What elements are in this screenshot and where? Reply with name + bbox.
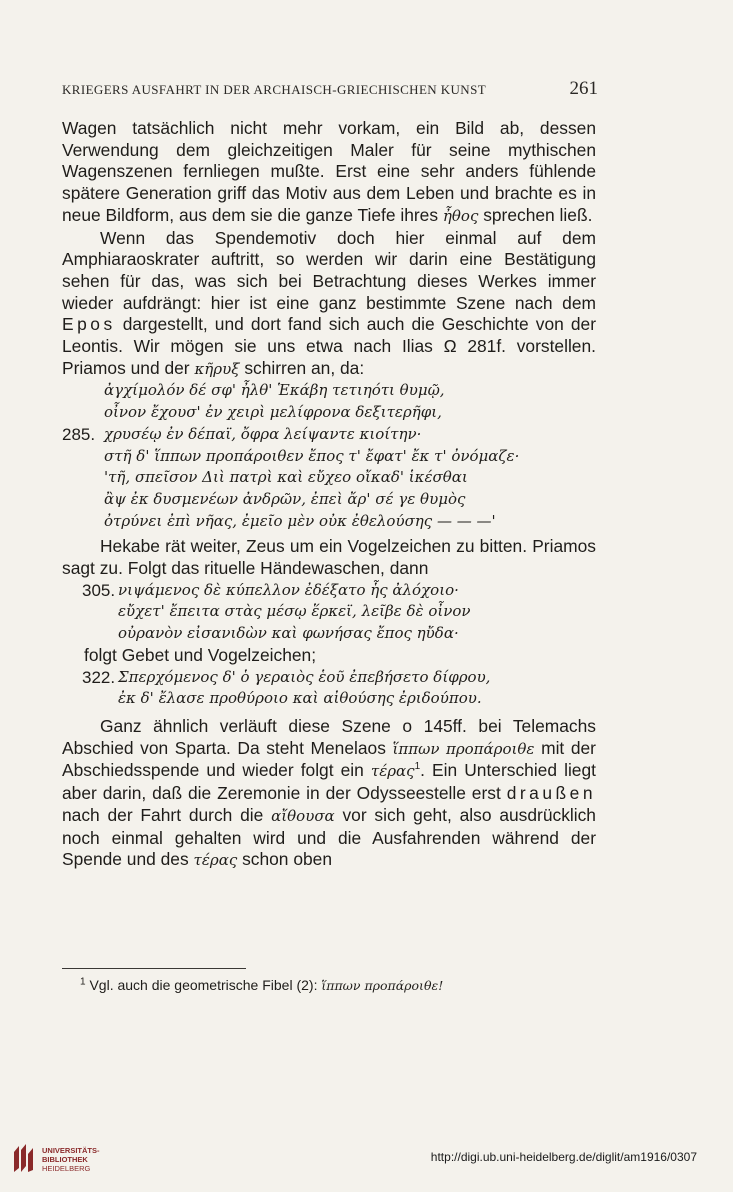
para1-text-a: Wagen tatsächlich nicht mehr vorkam, ein Bild ab, dessen Verwendung dem gleichzeitigen Maler für seine mythischen Wagenszenen fernliegen mußte. Erst eine sehr anders fühlende spätere Generation griff das Motiv aus dem Leben und brachte es in neue Bildform, aus dem sie die ganze Tiefe ihres bbox=[62, 118, 596, 225]
library-logo[interactable] bbox=[10, 1142, 100, 1176]
page-number: 261 bbox=[569, 78, 598, 99]
para5-text-c: . Ein Unterschied liegt aber darin, daß die Zeremonie in der Odysseestelle erst bbox=[62, 760, 596, 804]
paragraph-3: Hekabe rät weiter, Zeus um ein Vogelzeichen zu bitten. Priamos sagt zu. Folgt das rituelle Händewaschen, dann bbox=[62, 536, 596, 579]
library-name-line-1: UNIVERSITÄTS- bbox=[42, 1145, 100, 1155]
library-name-line-3: HEIDELBERG bbox=[42, 1163, 91, 1173]
verse-line bbox=[62, 402, 596, 424]
verse-text: χρυσέῳ ἐν δέπαϊ, ὄφρα λείψαντε κιοίτην· bbox=[104, 424, 422, 443]
verse-text: ἀγχίμολόν δέ σφ' ἦλθ' Ἑκάβη τετιηότι θυμῷ, bbox=[104, 381, 445, 400]
verse-text: Σπερχόμενος δ' ὁ γεραιὸς ἑοῦ ἐπεβήσετο δίφρου, bbox=[118, 667, 491, 686]
para5-text-a: Ganz ähnlich verläuft diese Szene ο 145ff. bei Telemachs Abschied von Sparta. Da steht Menelaos bbox=[62, 715, 596, 758]
para5-greek-2: τέρας bbox=[370, 762, 415, 781]
verse-text: νιψάμενος δὲ κύπελλον ἐδέξατο ἧς ἀλόχοιο· bbox=[118, 580, 459, 599]
para2-spaced: Epos bbox=[62, 314, 116, 335]
verse-text: στῆ δ' ἵππων προπάροιθεν ἔπος τ' ἔφατ' ἔκ τ' ὀνόμαζε· bbox=[104, 446, 520, 465]
verse-text: 'τῆ, σπεῖσον Διὶ πατρὶ καὶ εὔχεο οἴκαδ' ἱκέσθαι bbox=[104, 468, 468, 487]
para5-greek-4: τέρας bbox=[193, 851, 238, 870]
verse-line bbox=[62, 446, 596, 468]
verse-line bbox=[62, 688, 596, 710]
para5-text-b: mit der Abschiedsspende und wieder folgt ein bbox=[62, 737, 596, 781]
para5-greek-1: ἵππων προπάροιθε bbox=[392, 739, 535, 758]
library-emblem-icon bbox=[10, 1142, 36, 1176]
para2-text-c: schirren an, da: bbox=[244, 357, 365, 378]
verse-block-1 bbox=[62, 380, 596, 532]
verse-text: οὐρανὸν εἰσανιδὼν καὶ φωνήσας ἔπος ηὔδα· bbox=[118, 624, 459, 643]
verse-text: ἂψ ἐκ δυσμενέων ἀνδρῶν, ἐπεὶ ἄρ' σέ γε θυμὸς bbox=[104, 489, 466, 508]
verse-text: εὔχετ' ἔπειτα στὰς μέσῳ ἕρκεϊ, λεῖβε δὲ οἶνον bbox=[118, 602, 471, 621]
verse-block-2 bbox=[62, 580, 596, 645]
para1-greek: ἦθος bbox=[442, 206, 479, 225]
verse-line bbox=[62, 623, 596, 645]
source-url[interactable]: http://digi.ub.uni-heidelberg.de/diglit/am1916/0307 bbox=[430, 1150, 697, 1164]
verse-text: οἶνον ἔχουσ' ἐν χειρὶ μελίφρονα δεξιτερῆφι, bbox=[104, 403, 442, 422]
footnote-number: 1 bbox=[80, 976, 86, 988]
library-name-line-2: BIBLIOTHEK bbox=[42, 1154, 88, 1164]
footnote bbox=[80, 977, 600, 993]
verse-text: ἐκ δ' ἔλασε προθύροιο καὶ αἰθούσης ἐριδούπου. bbox=[118, 689, 482, 708]
footnote-greek: ἵππων προπάροιθε! bbox=[321, 978, 444, 993]
verse-line bbox=[62, 601, 596, 623]
verse-line bbox=[62, 467, 596, 489]
verse-line bbox=[62, 489, 596, 511]
paragraph-5 bbox=[62, 716, 596, 872]
para5-greek-3: αἴθουσα bbox=[271, 806, 335, 825]
verse-number: 305. bbox=[82, 580, 116, 600]
para1-text-b: sprechen ließ. bbox=[483, 204, 593, 225]
paragraph-4: folgt Gebet und Vogelzeichen; bbox=[84, 644, 317, 665]
verse-text: ὀτρύνει ἐπὶ νῆας, ἐμεῖο μὲν οὐκ ἐθελούσης — — —' bbox=[104, 511, 496, 530]
verse-line bbox=[62, 580, 596, 602]
para2-text-b: dargestellt, und dort fand sich auch die Geschichte von der Leontis. Wir mögen sie uns etwa nach Ilias Ω 281f. vorstellen. Priamos und der bbox=[62, 314, 596, 378]
verse-number: 285. bbox=[62, 424, 96, 444]
para5-text-f: schon oben bbox=[242, 849, 333, 870]
paragraph-2 bbox=[62, 228, 596, 381]
footnote-reference[interactable]: 1 bbox=[414, 761, 421, 773]
verse-block-3 bbox=[62, 667, 596, 710]
para5-spaced: draußen bbox=[506, 783, 596, 804]
verse-line bbox=[62, 424, 596, 446]
para2-greek: κῆρυξ bbox=[194, 359, 240, 378]
running-header bbox=[62, 78, 598, 100]
paragraph-1 bbox=[62, 118, 596, 228]
verse-line bbox=[62, 667, 596, 689]
verse-line bbox=[62, 380, 596, 402]
verse-number: 322. bbox=[82, 667, 116, 687]
footnote-divider bbox=[62, 968, 246, 969]
footnote-text: Vgl. auch die geometrische Fibel (2): bbox=[89, 977, 318, 993]
main-text bbox=[62, 118, 596, 872]
para2-text-a: Wenn das Spendemotiv doch hier einmal auf dem Amphiaraoskrater auftritt, so werden wir darin eine Bestätigung sehen für das, was sich bei Betrachtung dieses Werkes immer wieder aufdrängt: hier ist eine ganz bestimmte Szene nach dem bbox=[62, 227, 596, 313]
running-title: KRIEGERS AUSFAHRT IN DER ARCHAISCH-GRIECHISCHEN KUNST bbox=[62, 82, 487, 97]
verse-line bbox=[62, 511, 596, 533]
para5-text-e: vor sich geht, also ausdrücklich noch einmal gehalten wird und die Ausfahrenden während der Spende und des bbox=[62, 804, 596, 870]
para5-text-d: nach der Fahrt durch die bbox=[62, 804, 264, 825]
